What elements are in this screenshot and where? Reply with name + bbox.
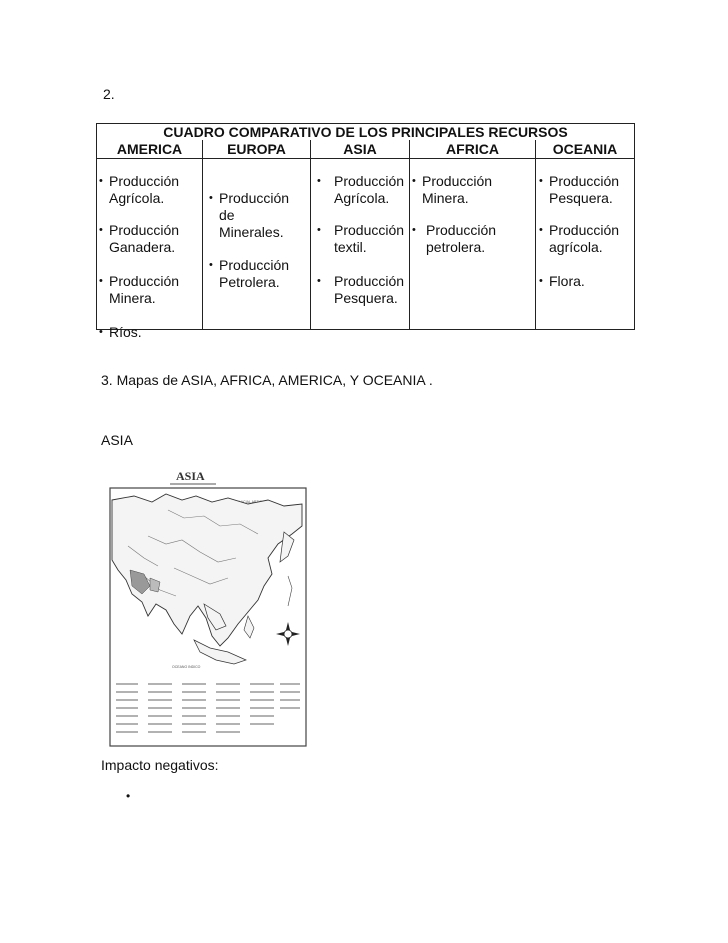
column-header-europa: EUROPA bbox=[203, 140, 311, 159]
indian-ocean-label: OCEANO INDICO bbox=[172, 665, 201, 669]
list-item: • Producción petrolera. bbox=[412, 222, 497, 255]
bullet-icon: • bbox=[412, 224, 416, 236]
america-cell bbox=[97, 159, 203, 340]
list-item: • Producción Agrícola. bbox=[317, 173, 405, 206]
comparison-table bbox=[96, 123, 635, 340]
impact-bullet-icon: • bbox=[126, 789, 131, 803]
list-item: • Producción agrícola. bbox=[539, 222, 620, 255]
bullet-icon: • bbox=[209, 192, 213, 204]
bullet-icon: • bbox=[99, 224, 103, 236]
list-item: • Producción Pesquera. bbox=[539, 173, 620, 206]
list-item: • Producción Minera. bbox=[99, 273, 180, 306]
bullet-icon: • bbox=[317, 275, 321, 287]
list-item: • Flora. bbox=[539, 273, 585, 289]
column-header-africa: AFRICA bbox=[410, 140, 536, 159]
column-header-oceania: OCEANIA bbox=[536, 140, 635, 159]
bullet-icon: • bbox=[412, 175, 416, 187]
bullet-icon: • bbox=[317, 175, 321, 187]
list-item: • Producción Minera. bbox=[412, 173, 493, 206]
asia-cell bbox=[311, 159, 410, 330]
bullet-icon: • bbox=[99, 175, 103, 187]
list-item: • Producción textil. bbox=[317, 222, 405, 255]
maps-heading: 3. Mapas de ASIA, AFRICA, AMERICA, Y OCEANIA . bbox=[101, 372, 433, 388]
map-title: ASIA bbox=[176, 469, 205, 483]
list-item: • Ríos. bbox=[99, 324, 142, 340]
list-item: • Producción Agrícola. bbox=[99, 173, 180, 206]
bullet-icon: • bbox=[317, 224, 321, 236]
asia-map bbox=[108, 466, 308, 748]
region-label: ASIA bbox=[101, 432, 133, 448]
bullet-icon: • bbox=[99, 275, 103, 287]
bullet-icon: • bbox=[209, 259, 213, 271]
oceania-cell bbox=[536, 159, 635, 330]
bullet-icon: • bbox=[99, 326, 103, 338]
europa-cell bbox=[203, 159, 311, 330]
asia-map-drawing bbox=[108, 466, 308, 748]
bullet-icon: • bbox=[539, 275, 543, 287]
africa-cell bbox=[410, 159, 536, 330]
list-item: • Producción Ganadera. bbox=[99, 222, 180, 255]
column-header-america: AMERICA bbox=[97, 140, 203, 159]
bullet-icon: • bbox=[539, 175, 543, 187]
list-item: • Producción Petrolera. bbox=[209, 257, 290, 290]
bullet-icon: • bbox=[539, 224, 543, 236]
impacts-label: Impacto negativos: bbox=[101, 757, 219, 773]
table-title: CUADRO COMPARATIVO DE LOS PRINCIPALES RECURSOS bbox=[97, 124, 635, 141]
list-item: • Producción Pesquera. bbox=[317, 273, 405, 306]
column-header-asia: ASIA bbox=[311, 140, 410, 159]
section-number: 2. bbox=[103, 86, 115, 102]
list-item: • Producción de Minerales. bbox=[209, 190, 290, 240]
